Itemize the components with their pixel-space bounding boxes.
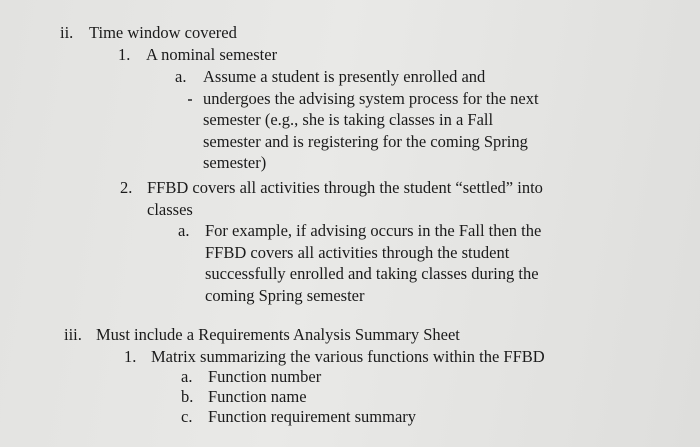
item-ffbd-covers (147, 177, 597, 220)
item-marker-1: 1. (124, 347, 137, 366)
subitem-function-number: Function number (208, 367, 322, 386)
para-line: semester) (203, 153, 267, 172)
section-marker-ii: ii. (60, 23, 74, 42)
item-matrix-summarizing: Matrix summarizing the various functions within the FFBD (151, 347, 545, 366)
subitem-marker-a: a. (178, 221, 190, 240)
stray-dash-mark (188, 99, 192, 101)
section-marker-iii: iii. (64, 325, 82, 344)
subitem-marker-b: b. (181, 387, 194, 406)
subitem-marker-a: a. (181, 367, 193, 386)
para-line: FFBD covers all activities through the student “settled” into (147, 178, 543, 197)
item-marker-2: 2. (120, 178, 133, 197)
para-line: successfully enrolled and taking classes during the (205, 264, 539, 283)
para-line: semester and is registering for the coming Spring (203, 131, 528, 151)
subitem-marker-a: a. (175, 67, 187, 86)
subitem-marker-c: c. (181, 407, 193, 426)
para-line: Assume a student is presently enrolled and (203, 67, 486, 86)
subitem-function-name: Function name (208, 387, 307, 406)
para-line: For example, if advising occurs in the Fall then the (205, 221, 542, 240)
para-line: undergoes the advising system process for the next (203, 88, 539, 108)
section-heading-time-window: Time window covered (89, 23, 237, 42)
subitem-assume-student (203, 66, 593, 174)
subitem-function-requirement-summary: Function requirement summary (208, 407, 417, 426)
subitem-for-example (205, 220, 592, 306)
para-line: coming Spring semester (205, 285, 365, 305)
para-line: semester (e.g., she is taking classes in a Fall (203, 110, 494, 129)
section-heading-requirements: Must include a Requirements Analysis Summary Sheet (96, 325, 460, 344)
para-line: classes (147, 199, 193, 219)
para-line: FFBD covers all activities through the student (205, 242, 510, 262)
item-nominal-semester: A nominal semester (146, 45, 278, 64)
item-marker-1: 1. (118, 45, 131, 64)
